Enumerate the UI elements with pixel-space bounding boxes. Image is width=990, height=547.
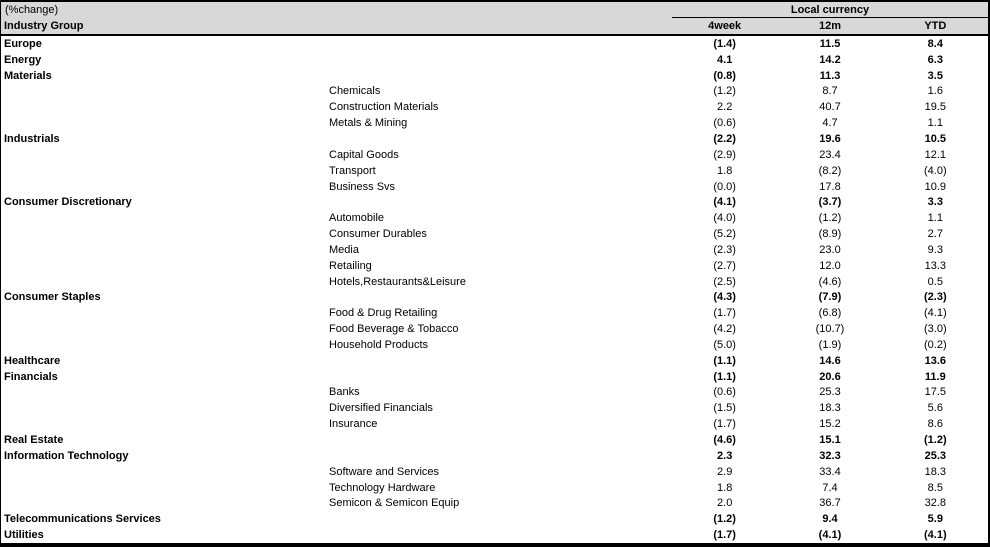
table-body — [1, 36, 988, 543]
value-cell: 15.1 — [819, 434, 841, 447]
value-cell: 40.7 — [819, 101, 841, 114]
table-row — [1, 194, 988, 210]
column-header-12m: 12m — [818, 20, 841, 32]
header-row-currency — [1, 2, 988, 18]
industry-group-label: Europe — [4, 37, 42, 50]
industry-sub-label: Food Beverage & Tobacco — [329, 323, 459, 336]
value-cell: (2.5) — [713, 275, 736, 288]
value-cell: (8.2) — [818, 164, 842, 177]
value-cell: (1.9) — [818, 338, 842, 351]
industry-group-label: Industrials — [4, 132, 60, 145]
value-cell: (1.2) — [818, 212, 842, 225]
table-row — [1, 400, 988, 416]
value-cell: 19.6 — [819, 132, 841, 145]
value-cell: (4.6) — [713, 434, 736, 447]
table-row — [1, 68, 988, 84]
value-cell: (1.2) — [713, 513, 736, 526]
table-row — [1, 52, 988, 68]
industry-group-label: Information Technology — [4, 449, 129, 462]
table-row — [1, 99, 988, 115]
column-header-ytd: YTD — [924, 20, 947, 32]
industry-sub-label: Consumer Durables — [329, 228, 427, 241]
table-row — [1, 115, 988, 131]
value-cell: 2.3 — [717, 449, 733, 462]
value-cell: (5.0) — [713, 338, 736, 351]
industry-sub-label: Diversified Financials — [329, 402, 433, 415]
value-cell: (2.2) — [713, 132, 736, 145]
industry-sub-label: Capital Goods — [329, 148, 399, 161]
value-cell: (4.0) — [924, 164, 947, 177]
table-row — [1, 258, 988, 274]
value-cell: 10.5 — [924, 132, 947, 145]
industry-sub-label: Transport — [329, 164, 376, 177]
industry-sub-label: Chemicals — [329, 85, 381, 98]
table-row — [1, 321, 988, 337]
industry-group-label: Financials — [4, 370, 58, 383]
value-cell: 20.6 — [819, 370, 841, 383]
value-cell: (4.2) — [713, 323, 736, 336]
table-row — [1, 84, 988, 100]
column-header-4week: 4week — [708, 20, 742, 32]
value-cell: 5.6 — [927, 402, 943, 415]
industry-group-label: Consumer Staples — [4, 291, 101, 304]
value-cell: 1.8 — [717, 481, 733, 494]
table-row — [1, 464, 988, 480]
value-cell: (0.6) — [713, 117, 736, 130]
industry-sub-label: Semicon & Semicon Equip — [329, 497, 460, 510]
industry-group-label: Consumer Discretionary — [4, 196, 132, 209]
value-cell: 15.2 — [819, 418, 841, 431]
value-cell: 32.8 — [924, 497, 947, 510]
value-cell: 2.2 — [717, 101, 733, 114]
value-cell: 1.1 — [927, 212, 943, 225]
value-cell: 8.7 — [822, 85, 838, 98]
industry-sub-label: Banks — [329, 386, 360, 399]
value-cell: 33.4 — [819, 465, 841, 478]
value-cell: 2.0 — [717, 497, 733, 510]
table-row — [1, 337, 988, 353]
table-row — [1, 163, 988, 179]
table-row — [1, 369, 988, 385]
value-cell: (2.9) — [713, 148, 736, 161]
value-cell: (3.0) — [924, 323, 947, 336]
value-cell: (1.2) — [924, 434, 947, 447]
value-cell: 32.3 — [819, 449, 841, 462]
value-cell: 18.3 — [819, 402, 841, 415]
value-cell: 1.6 — [927, 85, 943, 98]
value-cell: (8.9) — [818, 228, 842, 241]
value-cell: 36.7 — [819, 497, 841, 510]
table-row — [1, 290, 988, 306]
value-cell: (4.3) — [713, 291, 736, 304]
value-cell: (1.7) — [713, 529, 736, 542]
value-cell: 17.8 — [819, 180, 841, 193]
value-cell: 10.9 — [924, 180, 947, 193]
value-cell: (0.0) — [713, 180, 736, 193]
value-cell: (6.8) — [818, 307, 842, 320]
value-cell: 14.6 — [819, 354, 841, 367]
table-row — [1, 210, 988, 226]
industry-sub-label: Business Svs — [329, 180, 396, 193]
table-row — [1, 416, 988, 432]
table-row — [1, 274, 988, 290]
value-cell: (0.8) — [713, 69, 736, 82]
table-row — [1, 147, 988, 163]
industry-sub-label: Construction Materials — [329, 101, 439, 114]
value-cell: 8.5 — [927, 481, 943, 494]
value-cell: 25.3 — [819, 386, 841, 399]
value-cell: (1.1) — [713, 370, 736, 383]
table-row — [1, 179, 988, 195]
table-row — [1, 242, 988, 258]
value-cell: (4.6) — [818, 275, 842, 288]
value-cell: 2.9 — [717, 465, 733, 478]
value-cell: (1.7) — [713, 307, 736, 320]
value-cell: (2.3) — [713, 243, 736, 256]
value-cell: (1.5) — [713, 402, 736, 415]
industry-sub-label: Software and Services — [329, 465, 440, 478]
value-cell: 19.5 — [924, 101, 947, 114]
value-cell: 14.2 — [819, 53, 841, 66]
percent-change-label: (%change) — [5, 4, 59, 16]
table-row — [1, 448, 988, 464]
value-cell: (4.0) — [713, 212, 736, 225]
table-row — [1, 353, 988, 369]
value-cell: 1.8 — [717, 164, 733, 177]
table-row — [1, 480, 988, 496]
value-cell: 11.3 — [819, 69, 841, 82]
industry-sub-label: Automobile — [329, 212, 385, 225]
industry-group-label: Energy — [4, 53, 42, 66]
industry-group-label: Materials — [4, 69, 52, 82]
value-cell: 11.5 — [819, 37, 841, 50]
value-cell: (1.2) — [713, 85, 736, 98]
value-cell: 4.1 — [717, 53, 733, 66]
value-cell: (5.2) — [713, 228, 736, 241]
value-cell: (0.6) — [713, 386, 736, 399]
value-cell: 6.3 — [927, 53, 943, 66]
value-cell: (1.4) — [713, 37, 736, 50]
value-cell: (0.2) — [924, 338, 947, 351]
value-cell: (2.3) — [924, 291, 947, 304]
value-cell: 3.3 — [927, 196, 943, 209]
industry-sub-label: Metals & Mining — [329, 117, 408, 130]
value-cell: 25.3 — [924, 449, 947, 462]
industry-group-label: Telecommunications Services — [4, 513, 161, 526]
currency-group-header: Local currency — [672, 2, 988, 18]
value-cell: (7.9) — [818, 291, 842, 304]
value-cell: 4.7 — [822, 117, 838, 130]
industry-sub-label: Technology Hardware — [329, 481, 436, 494]
header-row-columns — [1, 18, 988, 34]
value-cell: 13.3 — [924, 259, 947, 272]
value-cell: (10.7) — [815, 323, 845, 336]
industry-group-label: Utilities — [4, 529, 44, 542]
value-cell: (4.1) — [924, 307, 947, 320]
value-cell: (4.1) — [818, 529, 842, 542]
value-cell: 1.1 — [927, 117, 943, 130]
industry-group-label: Healthcare — [4, 354, 61, 367]
value-cell: 5.9 — [927, 513, 943, 526]
table-header — [1, 2, 988, 36]
value-cell: 23.4 — [819, 148, 841, 161]
table-row — [1, 131, 988, 147]
value-cell: 8.6 — [927, 418, 943, 431]
industry-sub-label: Food & Drug Retailing — [329, 307, 438, 320]
table-row — [1, 36, 988, 52]
value-cell: (4.1) — [713, 196, 736, 209]
value-cell: 12.0 — [819, 259, 841, 272]
industry-sub-label: Hotels,Restaurants&Leisure — [329, 275, 466, 288]
industry-sub-label: Household Products — [329, 338, 429, 351]
table-row — [1, 226, 988, 242]
value-cell: 2.7 — [927, 228, 943, 241]
value-cell: 3.5 — [927, 69, 943, 82]
industry-sub-label: Retailing — [329, 259, 372, 272]
industry-group-label: Real Estate — [4, 434, 64, 447]
value-cell: 23.0 — [819, 243, 841, 256]
value-cell: (3.7) — [818, 196, 842, 209]
value-cell: (1.7) — [713, 418, 736, 431]
table-row — [1, 527, 988, 543]
industry-sub-label: Media — [329, 243, 359, 256]
value-cell: 9.4 — [822, 513, 838, 526]
value-cell: 18.3 — [924, 465, 947, 478]
table-row — [1, 305, 988, 321]
industry-sub-label: Insurance — [329, 418, 378, 431]
value-cell: 8.4 — [927, 37, 943, 50]
value-cell: (2.7) — [713, 259, 736, 272]
value-cell: 0.5 — [927, 275, 943, 288]
table-row — [1, 385, 988, 401]
value-cell: 9.3 — [927, 243, 943, 256]
value-cell: 7.4 — [822, 481, 838, 494]
table-row — [1, 495, 988, 511]
value-cell: 13.6 — [924, 354, 947, 367]
table-row — [1, 432, 988, 448]
value-cell: 12.1 — [924, 148, 947, 161]
value-cell: (4.1) — [924, 529, 947, 542]
table-row — [1, 511, 988, 527]
value-cell: 17.5 — [924, 386, 947, 399]
value-cell: (1.1) — [713, 354, 736, 367]
industry-group-column-header: Industry Group — [4, 20, 84, 32]
value-cell: 11.9 — [924, 370, 946, 383]
